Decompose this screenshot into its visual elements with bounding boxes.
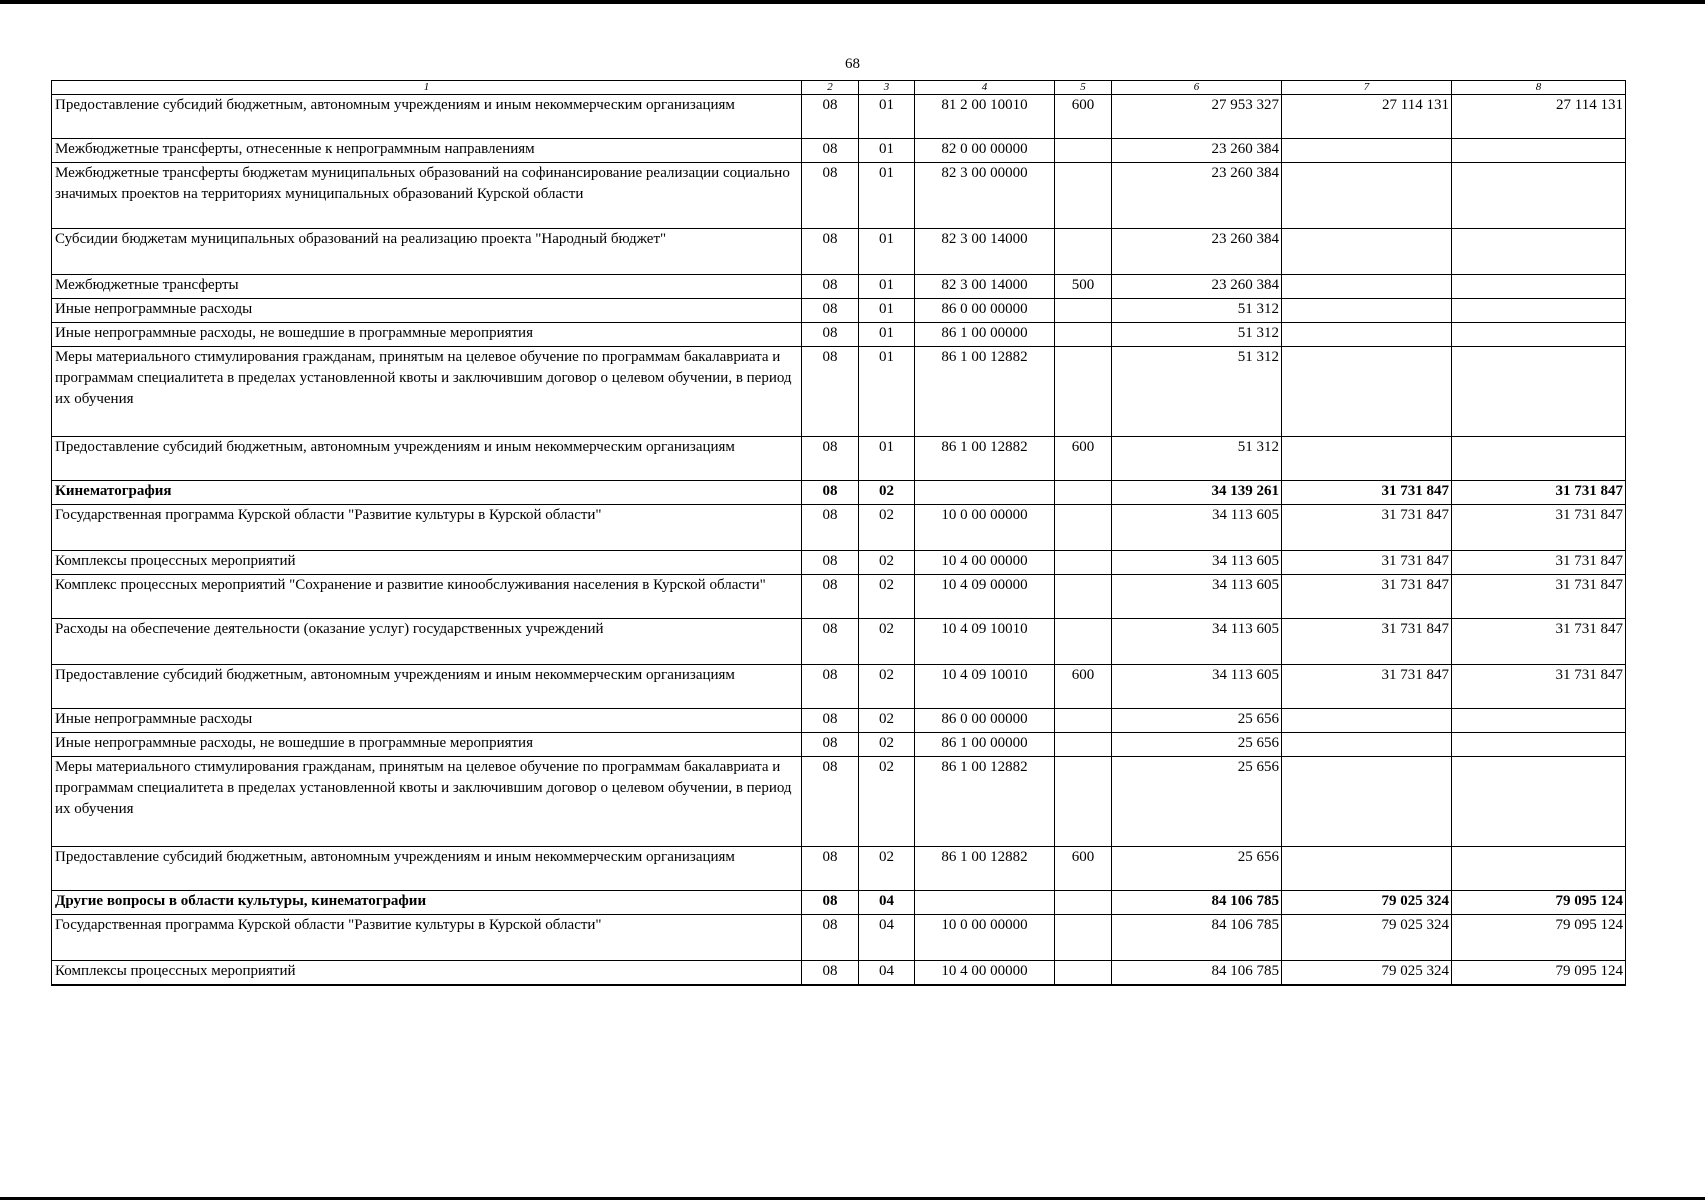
table-row xyxy=(52,275,1626,299)
table-row xyxy=(52,961,1626,985)
page-number: 68 xyxy=(845,56,860,72)
row-name: Другие вопросы в области культуры, кинематографии xyxy=(52,891,802,915)
amount-year-3 xyxy=(1452,299,1626,323)
table-row xyxy=(52,229,1626,275)
section-code: 08 xyxy=(802,299,859,323)
table-row xyxy=(52,551,1626,575)
amount-year-1: 34 113 605 xyxy=(1112,575,1282,619)
target-article-code: 10 0 00 00000 xyxy=(915,915,1055,961)
subsection-code: 01 xyxy=(859,437,915,481)
column-number: 2 xyxy=(802,81,859,95)
subsection-code: 01 xyxy=(859,299,915,323)
amount-year-3 xyxy=(1452,229,1626,275)
table-row xyxy=(52,505,1626,551)
amount-year-3 xyxy=(1452,323,1626,347)
table-row xyxy=(52,665,1626,709)
amount-year-1: 51 312 xyxy=(1112,299,1282,323)
amount-year-2 xyxy=(1282,229,1452,275)
expense-type-code xyxy=(1055,575,1112,619)
subsection-code: 02 xyxy=(859,481,915,505)
target-article-code xyxy=(915,891,1055,915)
row-name: Государственная программа Курской области "Развитие культуры в Курской области" xyxy=(52,915,802,961)
expense-type-code xyxy=(1055,139,1112,163)
table-row xyxy=(52,299,1626,323)
amount-year-2 xyxy=(1282,733,1452,757)
amount-year-3: 31 731 847 xyxy=(1452,665,1626,709)
section-code: 08 xyxy=(802,139,859,163)
target-article-code: 10 4 09 10010 xyxy=(915,665,1055,709)
expense-type-code xyxy=(1055,915,1112,961)
expense-type-code xyxy=(1055,961,1112,985)
amount-year-3 xyxy=(1452,275,1626,299)
scan-edge-top xyxy=(0,0,1705,4)
amount-year-2 xyxy=(1282,323,1452,347)
expense-type-code: 500 xyxy=(1055,275,1112,299)
amount-year-2 xyxy=(1282,139,1452,163)
table-row xyxy=(52,323,1626,347)
expense-type-code xyxy=(1055,163,1112,229)
section-code: 08 xyxy=(802,437,859,481)
row-name: Меры материального стимулирования гражданам, принятым на целевое обучение по программам бакалавриата и программам специалитета в пределах установленной квоты и заключившим договор о целевом обучении, в период их обучения xyxy=(52,347,802,437)
amount-year-3 xyxy=(1452,437,1626,481)
amount-year-2 xyxy=(1282,437,1452,481)
amount-year-2: 79 025 324 xyxy=(1282,891,1452,915)
amount-year-1: 34 139 261 xyxy=(1112,481,1282,505)
subsection-code: 04 xyxy=(859,915,915,961)
expense-type-code xyxy=(1055,757,1112,847)
table-row xyxy=(52,437,1626,481)
section-code: 08 xyxy=(802,95,859,139)
amount-year-2 xyxy=(1282,847,1452,891)
amount-year-3: 79 095 124 xyxy=(1452,891,1626,915)
section-code: 08 xyxy=(802,891,859,915)
subsection-code: 04 xyxy=(859,961,915,985)
table-row xyxy=(52,163,1626,229)
target-article-code: 10 4 00 00000 xyxy=(915,551,1055,575)
row-name: Предоставление субсидий бюджетным, автономным учреждениям и иным некоммерческим организациям xyxy=(52,665,802,709)
subsection-code: 01 xyxy=(859,163,915,229)
expense-type-code xyxy=(1055,733,1112,757)
section-code: 08 xyxy=(802,619,859,665)
row-name: Иные непрограммные расходы, не вошедшие в программные мероприятия xyxy=(52,323,802,347)
section-code: 08 xyxy=(802,665,859,709)
target-article-code: 86 0 00 00000 xyxy=(915,299,1055,323)
expense-type-code xyxy=(1055,323,1112,347)
row-name: Комплексы процессных мероприятий xyxy=(52,551,802,575)
subsection-code: 02 xyxy=(859,733,915,757)
table-row xyxy=(52,347,1626,437)
row-name: Предоставление субсидий бюджетным, автономным учреждениям и иным некоммерческим организациям xyxy=(52,847,802,891)
expense-type-code: 600 xyxy=(1055,437,1112,481)
amount-year-3 xyxy=(1452,139,1626,163)
amount-year-2: 31 731 847 xyxy=(1282,505,1452,551)
amount-year-1: 23 260 384 xyxy=(1112,229,1282,275)
amount-year-3: 31 731 847 xyxy=(1452,481,1626,505)
amount-year-1: 84 106 785 xyxy=(1112,915,1282,961)
expense-type-code xyxy=(1055,551,1112,575)
subsection-code: 02 xyxy=(859,505,915,551)
amount-year-1: 34 113 605 xyxy=(1112,505,1282,551)
expense-type-code: 600 xyxy=(1055,665,1112,709)
amount-year-3: 31 731 847 xyxy=(1452,575,1626,619)
expense-type-code xyxy=(1055,505,1112,551)
target-article-code: 82 0 00 00000 xyxy=(915,139,1055,163)
section-code: 08 xyxy=(802,847,859,891)
section-code: 08 xyxy=(802,347,859,437)
amount-year-3 xyxy=(1452,709,1626,733)
amount-year-2 xyxy=(1282,347,1452,437)
table-row xyxy=(52,575,1626,619)
amount-year-3 xyxy=(1452,347,1626,437)
subsection-code: 02 xyxy=(859,575,915,619)
expense-type-code xyxy=(1055,619,1112,665)
table-row xyxy=(52,619,1626,665)
subsection-code: 04 xyxy=(859,891,915,915)
amount-year-1: 23 260 384 xyxy=(1112,139,1282,163)
expense-type-code: 600 xyxy=(1055,847,1112,891)
amount-year-1: 34 113 605 xyxy=(1112,619,1282,665)
section-code: 08 xyxy=(802,757,859,847)
amount-year-1: 25 656 xyxy=(1112,733,1282,757)
row-name: Предоставление субсидий бюджетным, автономным учреждениям и иным некоммерческим организациям xyxy=(52,95,802,139)
target-article-code xyxy=(915,481,1055,505)
target-article-code: 86 1 00 12882 xyxy=(915,347,1055,437)
column-number: 8 xyxy=(1452,81,1626,95)
amount-year-2: 79 025 324 xyxy=(1282,915,1452,961)
section-code: 08 xyxy=(802,505,859,551)
section-code: 08 xyxy=(802,481,859,505)
table-row xyxy=(52,847,1626,891)
row-name: Государственная программа Курской области "Развитие культуры в Курской области" xyxy=(52,505,802,551)
expense-type-code xyxy=(1055,891,1112,915)
amount-year-2 xyxy=(1282,757,1452,847)
amount-year-3 xyxy=(1452,163,1626,229)
amount-year-2 xyxy=(1282,299,1452,323)
row-name: Иные непрограммные расходы xyxy=(52,709,802,733)
table-row xyxy=(52,139,1626,163)
amount-year-3 xyxy=(1452,847,1626,891)
amount-year-3: 79 095 124 xyxy=(1452,915,1626,961)
subsection-code: 01 xyxy=(859,347,915,437)
subsection-code: 01 xyxy=(859,275,915,299)
subsection-code: 01 xyxy=(859,139,915,163)
table-body xyxy=(52,95,1626,985)
amount-year-2 xyxy=(1282,709,1452,733)
target-article-code: 81 2 00 10010 xyxy=(915,95,1055,139)
row-name: Расходы на обеспечение деятельности (оказание услуг) государственных учреждений xyxy=(52,619,802,665)
target-article-code: 10 4 09 10010 xyxy=(915,619,1055,665)
target-article-code: 86 1 00 00000 xyxy=(915,323,1055,347)
row-name: Межбюджетные трансферты, отнесенные к непрограммным направлениям xyxy=(52,139,802,163)
amount-year-1: 34 113 605 xyxy=(1112,551,1282,575)
target-article-code: 82 3 00 14000 xyxy=(915,229,1055,275)
target-article-code: 10 0 00 00000 xyxy=(915,505,1055,551)
row-name: Меры материального стимулирования гражданам, принятым на целевое обучение по программам бакалавриата и программам специалитета в пределах установленной квоты и заключившим договор о целевом обучении, в период их обучения xyxy=(52,757,802,847)
amount-year-1: 34 113 605 xyxy=(1112,665,1282,709)
amount-year-1: 51 312 xyxy=(1112,347,1282,437)
section-code: 08 xyxy=(802,961,859,985)
amount-year-3 xyxy=(1452,733,1626,757)
table-row xyxy=(52,915,1626,961)
section-code: 08 xyxy=(802,551,859,575)
amount-year-3 xyxy=(1452,757,1626,847)
section-code: 08 xyxy=(802,575,859,619)
section-code: 08 xyxy=(802,275,859,299)
section-code: 08 xyxy=(802,915,859,961)
table-row xyxy=(52,757,1626,847)
target-article-code: 86 1 00 12882 xyxy=(915,437,1055,481)
budget-table xyxy=(51,80,1626,986)
row-name: Межбюджетные трансферты xyxy=(52,275,802,299)
amount-year-3: 79 095 124 xyxy=(1452,961,1626,985)
row-name: Предоставление субсидий бюджетным, автономным учреждениям и иным некоммерческим организациям xyxy=(52,437,802,481)
row-name: Комплекс процессных мероприятий "Сохранение и развитие кинообслуживания населения в Курской области" xyxy=(52,575,802,619)
column-number: 4 xyxy=(915,81,1055,95)
section-code: 08 xyxy=(802,229,859,275)
amount-year-2: 31 731 847 xyxy=(1282,551,1452,575)
target-article-code: 10 4 09 00000 xyxy=(915,575,1055,619)
expense-type-code xyxy=(1055,709,1112,733)
table-row xyxy=(52,733,1626,757)
subsection-code: 02 xyxy=(859,665,915,709)
table-row xyxy=(52,95,1626,139)
expense-type-code xyxy=(1055,229,1112,275)
subsection-code: 01 xyxy=(859,229,915,275)
target-article-code: 86 1 00 12882 xyxy=(915,757,1055,847)
amount-year-1: 25 656 xyxy=(1112,709,1282,733)
table-row xyxy=(52,709,1626,733)
row-name: Субсидии бюджетам муниципальных образований на реализацию проекта "Народный бюджет" xyxy=(52,229,802,275)
amount-year-1: 25 656 xyxy=(1112,757,1282,847)
column-number: 1 xyxy=(52,81,802,95)
section-total-row xyxy=(52,891,1626,915)
amount-year-1: 23 260 384 xyxy=(1112,275,1282,299)
amount-year-2: 31 731 847 xyxy=(1282,575,1452,619)
amount-year-3: 31 731 847 xyxy=(1452,551,1626,575)
subsection-code: 02 xyxy=(859,551,915,575)
subsection-code: 02 xyxy=(859,709,915,733)
amount-year-2: 31 731 847 xyxy=(1282,619,1452,665)
target-article-code: 82 3 00 00000 xyxy=(915,163,1055,229)
subsection-code: 02 xyxy=(859,619,915,665)
column-number-row xyxy=(52,81,1626,95)
section-code: 08 xyxy=(802,709,859,733)
column-number: 7 xyxy=(1282,81,1452,95)
amount-year-2: 27 114 131 xyxy=(1282,95,1452,139)
amount-year-1: 27 953 327 xyxy=(1112,95,1282,139)
amount-year-1: 23 260 384 xyxy=(1112,163,1282,229)
subsection-code: 02 xyxy=(859,847,915,891)
amount-year-2 xyxy=(1282,163,1452,229)
section-total-row xyxy=(52,481,1626,505)
section-code: 08 xyxy=(802,323,859,347)
expense-type-code xyxy=(1055,347,1112,437)
subsection-code: 01 xyxy=(859,323,915,347)
subsection-code: 02 xyxy=(859,757,915,847)
target-article-code: 10 4 00 00000 xyxy=(915,961,1055,985)
target-article-code: 82 3 00 14000 xyxy=(915,275,1055,299)
target-article-code: 86 0 00 00000 xyxy=(915,709,1055,733)
amount-year-3: 31 731 847 xyxy=(1452,619,1626,665)
row-name: Комплексы процессных мероприятий xyxy=(52,961,802,985)
amount-year-3: 31 731 847 xyxy=(1452,505,1626,551)
column-number: 6 xyxy=(1112,81,1282,95)
amount-year-1: 84 106 785 xyxy=(1112,961,1282,985)
target-article-code: 86 1 00 00000 xyxy=(915,733,1055,757)
amount-year-1: 84 106 785 xyxy=(1112,891,1282,915)
amount-year-2 xyxy=(1282,275,1452,299)
row-name: Кинематография xyxy=(52,481,802,505)
target-article-code: 86 1 00 12882 xyxy=(915,847,1055,891)
amount-year-2: 31 731 847 xyxy=(1282,665,1452,709)
section-code: 08 xyxy=(802,733,859,757)
row-name: Межбюджетные трансферты бюджетам муниципальных образований на софинансирование реализации социально значимых проектов на территориях муниципальных образований Курской области xyxy=(52,163,802,229)
amount-year-1: 51 312 xyxy=(1112,437,1282,481)
column-number: 3 xyxy=(859,81,915,95)
column-number: 5 xyxy=(1055,81,1112,95)
amount-year-2: 79 025 324 xyxy=(1282,961,1452,985)
amount-year-1: 51 312 xyxy=(1112,323,1282,347)
expense-type-code: 600 xyxy=(1055,95,1112,139)
amount-year-3: 27 114 131 xyxy=(1452,95,1626,139)
section-code: 08 xyxy=(802,163,859,229)
expense-type-code xyxy=(1055,481,1112,505)
row-name: Иные непрограммные расходы xyxy=(52,299,802,323)
row-name: Иные непрограммные расходы, не вошедшие в программные мероприятия xyxy=(52,733,802,757)
amount-year-2: 31 731 847 xyxy=(1282,481,1452,505)
expense-type-code xyxy=(1055,299,1112,323)
subsection-code: 01 xyxy=(859,95,915,139)
amount-year-1: 25 656 xyxy=(1112,847,1282,891)
